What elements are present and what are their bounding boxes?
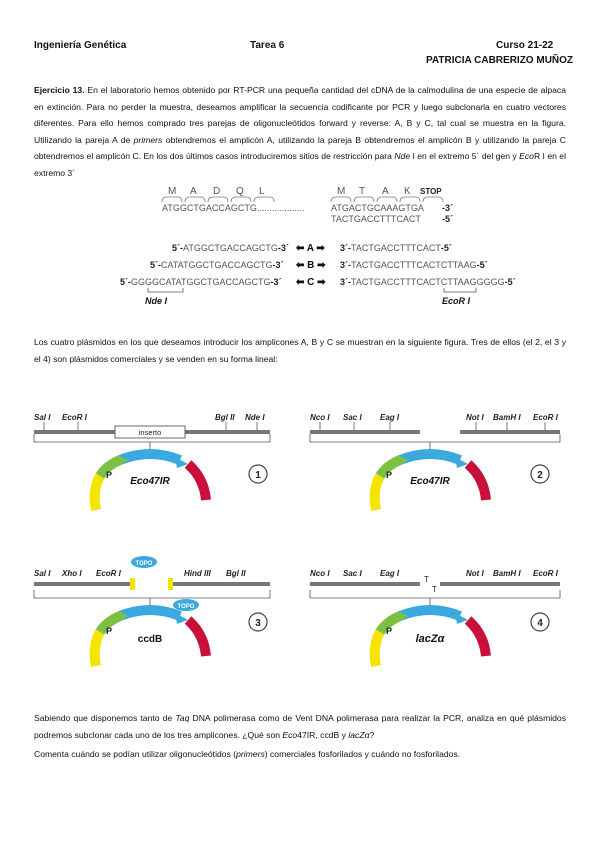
svg-text:5´-GGGGCATATGGCTGACCAGCTG-3´: 5´-GGGGCATATGGCTGACCAGCTG-3´ [120, 277, 282, 287]
svg-text:P: P [106, 470, 113, 480]
aa-label: K [404, 186, 411, 197]
course-label: Curso 21-22 [496, 40, 554, 51]
site-label: BamH I [493, 569, 521, 578]
site-label: Nco I [310, 413, 330, 422]
student-name: PATRICIA CABRERIZO MUÑOZ [426, 55, 574, 66]
ecori-site-label: EcoR I [442, 296, 471, 306]
topo-badge [173, 599, 199, 611]
site-label: EcoR I [533, 569, 558, 578]
nde-bracket [148, 288, 183, 292]
site-label: Not I [466, 569, 484, 578]
site-label: Nde I [245, 413, 265, 422]
svg-text:5´-ATGGCTGACCAGCTG-3´: 5´-ATGGCTGACCAGCTG-3´ [172, 243, 289, 253]
site-label: EcoR I [62, 413, 87, 422]
plasmid-figure [0, 400, 600, 690]
plasmid-number: 2 [537, 470, 543, 481]
stop-label: STOP [420, 187, 442, 196]
nde-site-label: Nde I [145, 296, 168, 306]
aa-label: T [359, 186, 366, 197]
aa-label: M [337, 186, 346, 197]
aa-label: A [190, 186, 197, 197]
site-label: Xho I [62, 569, 82, 578]
sequence-figure [0, 180, 600, 310]
aa-label: M [168, 186, 177, 197]
svg-text:P: P [386, 626, 393, 636]
svg-text:P: P [106, 626, 113, 636]
svg-text:TOPO: TOPO [135, 561, 153, 567]
svg-text:-3´: -3´ [442, 203, 453, 213]
svg-text:⬅ C ➡: ⬅ C ➡ [296, 277, 326, 288]
exercise-label: Ejercicio 13. [34, 85, 85, 95]
site-label: Sac I [343, 569, 362, 578]
t-overhang: T [424, 575, 429, 584]
svg-text:TOPO: TOPO [177, 604, 195, 610]
insert-label: inserto [138, 428, 162, 437]
gene-label: Eco47IR [130, 476, 170, 487]
svg-text:ATGACTGCAAAGTGA: ATGACTGCAAAGTGA [331, 203, 424, 213]
svg-text:ATGGCTGACCAGCTG...............: ATGGCTGACCAGCTG................... [162, 203, 305, 213]
task-title: Tarea 6 [250, 40, 285, 51]
gene-label: Eco47IR [410, 476, 450, 487]
svg-text:P: P [386, 470, 393, 480]
site-label: BamH I [493, 413, 521, 422]
site-label: Sal I [34, 569, 51, 578]
plasmid-number: 3 [255, 618, 261, 629]
plasmid-1 [34, 413, 270, 510]
codon-brackets [162, 197, 443, 202]
gene-label: lacZα [415, 633, 445, 645]
plasmid-number: 1 [255, 470, 261, 481]
site-label: Sal I [34, 413, 51, 422]
ecori-bracket [444, 288, 476, 292]
svg-text:3´-TACTGACCTTTCACT-5´: 3´-TACTGACCTTTCACT-5´ [340, 243, 452, 253]
plasmid-intro: Los cuatro plásmidos en los que deseamos introducir los amplicones A, B y C se muestran en la siguiente figura. Tres de ellos (el 2, el 3 y el 4) son plásmidos comerciales y se venden en su forma lineal: [34, 337, 566, 364]
plasmid-2 [310, 413, 560, 510]
site-label: Eag I [380, 413, 400, 422]
site-label: Bgl II [226, 569, 246, 578]
site-label: Bgl II [215, 413, 235, 422]
svg-text:3´-TACTGACCTTTCACTCTTAAGGGGG-5: 3´-TACTGACCTTTCACTCTTAAGGGGG-5´ [340, 277, 516, 287]
aa-label: Q [236, 186, 244, 197]
site-label: Sac I [343, 413, 362, 422]
question-1: Sabiendo que disponemos tanto de Taq DNA polimerasa como de Vent DNA polimerasa para realizar la PCR, analiza en qué plásmidos podremos subclonar cada uno de los tres amplicones. ¿Qué son Eco47IR, ccdB y lacZα? [34, 713, 566, 740]
site-label: Eag I [380, 569, 400, 578]
aa-label: L [259, 186, 265, 197]
svg-text:5´-CATATGGCTGACCAGCTG-3´: 5´-CATATGGCTGACCAGCTG-3´ [150, 260, 284, 270]
site-label: Not I [466, 413, 484, 422]
gene-label: ccdB [137, 634, 163, 645]
svg-text:TACTGACCTTTCACT: TACTGACCTTTCACT [331, 214, 421, 224]
topo-badge [131, 556, 157, 568]
svg-text:⬅ A ➡: ⬅ A ➡ [296, 243, 325, 254]
plasmid-3 [34, 556, 270, 666]
svg-text:3´-TACTGACCTTTCACTCTTAAG-5´: 3´-TACTGACCTTTCACTCTTAAG-5´ [340, 260, 488, 270]
t-overhang: T [432, 585, 437, 594]
aa-label: D [213, 186, 221, 197]
site-label: Hind III [184, 569, 211, 578]
svg-text:⬅ B ➡: ⬅ B ➡ [296, 260, 326, 271]
site-label: EcoR I [533, 413, 558, 422]
svg-text:-5´: -5´ [442, 214, 453, 224]
question-2: Comenta cuándo se podían utilizar oligonucleótidos (primers) comerciales fosforilados y cuándo no fosforilados. [34, 749, 461, 759]
plasmid-4 [310, 569, 560, 666]
subject-title: Ingeniería Genética [34, 40, 127, 51]
aa-label: A [382, 186, 389, 197]
site-label: EcoR I [96, 569, 121, 578]
site-label: Nco I [310, 569, 330, 578]
exercise-paragraph: Ejercicio 13. En el laboratorio hemos obtenido por RT-PCR una pequeña cantidad del cDNA de la calmodulina de una especie de alpaca en extinción. Para no perder la muestra, deseamos amplificar la secuencia codificante por PCR y luego subclonarla en cuatro vectores diferentes. Para ello hemos comprado tres parejas de oligonucleótidos forward y reverse: A, B y C, tal cual se muestra en la figura. Utilizando la pareja A de primers obtendremos el amplicón A, utilizando la pareja B obtendremos el amplicón B y utilizando la pareja C obtendremos el amplicón C. En los dos últimos casos introduciremos sitios de restricción para Nde I en el extremo 5´ del gen y EcoR I en el extremo 3´ [34, 85, 567, 178]
plasmid-number: 4 [537, 618, 543, 629]
